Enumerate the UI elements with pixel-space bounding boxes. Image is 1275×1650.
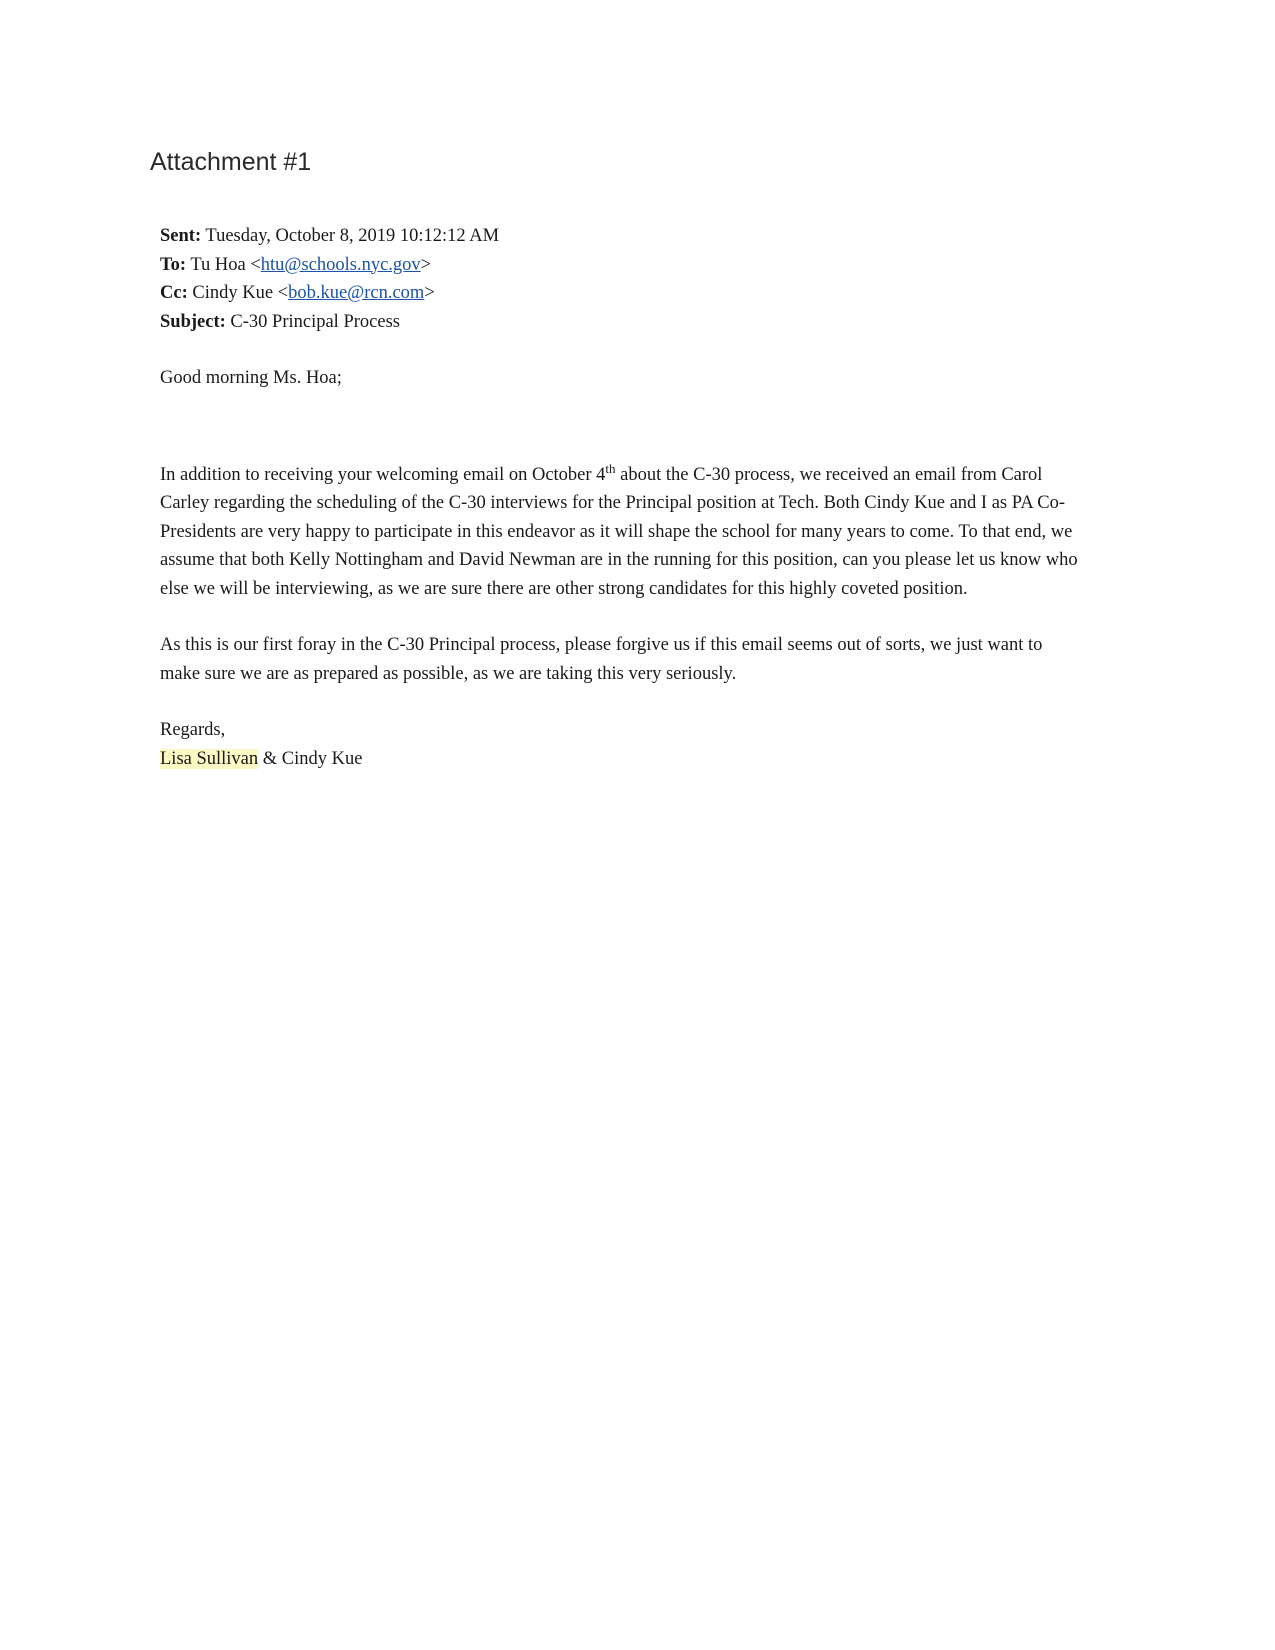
closing: Regards,: [160, 720, 226, 740]
subject-value: C-30 Principal Process: [230, 311, 400, 332]
signature-highlighted-name: Lisa Sullivan: [160, 748, 259, 769]
to-label: To:: [160, 254, 187, 275]
cc-name: Cindy Kue <: [192, 283, 289, 303]
para1-text-rest: about the C-30 process, we received an email from Carol Carley regarding the scheduling of the C-30 interviews for the Principal position at Tech. Both Cindy Kue and I as PA Co-Presidents are very happy to participate in this endeavor as it will shape the school for many years to come. To that end, we assume that both Kelly Nottingham and David Newman are in the running for this position, can you please let us know who else we will be interviewing, as we are sure there are other strong candidates for this highly coveted position.: [160, 464, 1078, 599]
sent-label: Sent:: [160, 226, 202, 246]
ordinal-superscript: th: [605, 460, 616, 476]
subject-line: [160, 308, 1080, 337]
greeting: Good morning Ms. Hoa;: [160, 368, 342, 388]
sent-line: [160, 222, 1080, 251]
sent-value: Tuesday, October 8, 2019 10:12:12 AM: [205, 226, 500, 246]
signature: [160, 745, 1080, 774]
signature-rest: & Cindy Kue: [258, 748, 363, 769]
to-name: Tu Hoa <: [190, 254, 261, 275]
cc-label: Cc:: [160, 283, 188, 303]
attachment-title: Attachment #1: [150, 148, 312, 176]
email-message: [160, 222, 1080, 773]
subject-label: Subject:: [160, 311, 226, 332]
cc-line: [160, 279, 1080, 308]
para1-text-start: In addition to receiving your welcoming email on October 4: [160, 464, 606, 485]
cc-email-link[interactable]: bob.kue@rcn.com: [288, 283, 425, 303]
body-paragraph-1: [160, 461, 1080, 604]
cc-close: >: [424, 283, 435, 303]
to-close: >: [420, 254, 432, 275]
body-paragraph-2: As this is our first foray in the C-30 Principal process, please forgive us if this email seems out of sorts, we just want to make sure we are as prepared as possible, as we are taking this very seriously.: [160, 635, 1043, 684]
to-email-link[interactable]: htu@schools.nyc.gov: [260, 254, 421, 275]
to-line: [160, 251, 1080, 280]
